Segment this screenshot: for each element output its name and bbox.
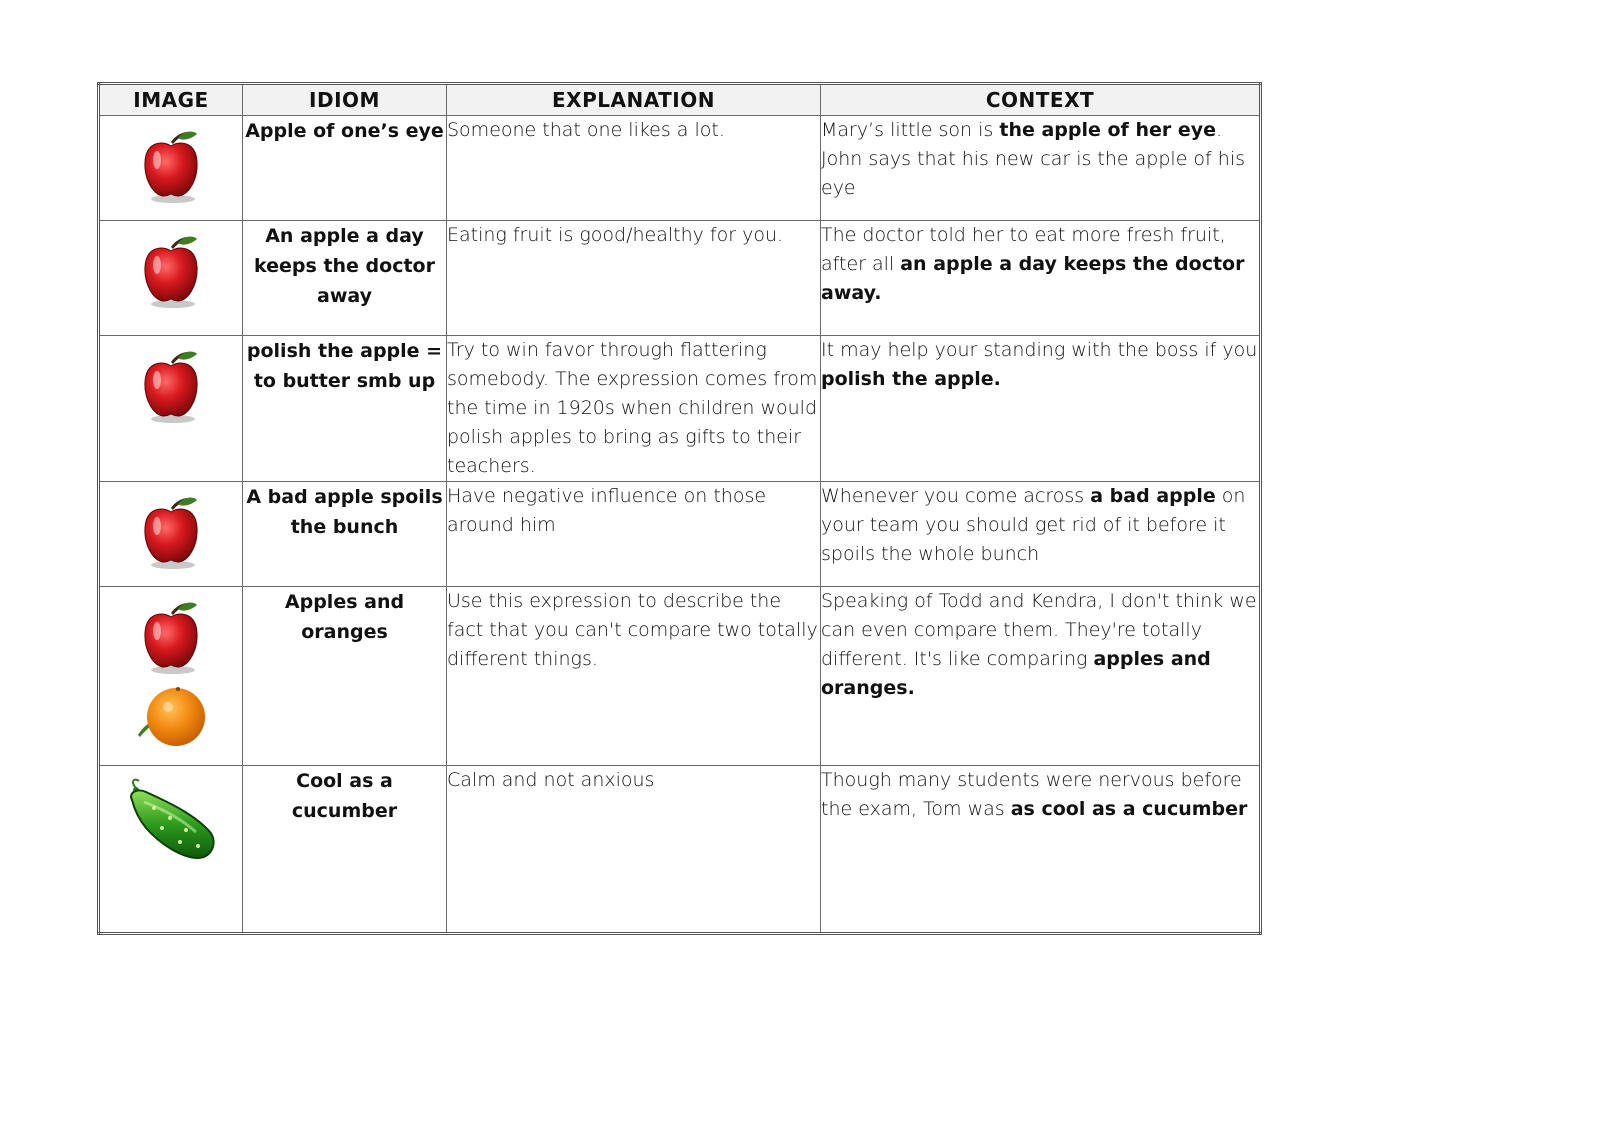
image-cell — [99, 336, 243, 482]
explanation-cell: Eating fruit is good/healthy for you. — [447, 221, 821, 336]
header-image: IMAGE — [99, 84, 243, 116]
context-idiom-highlight: apples and oranges — [821, 648, 1211, 699]
context-cell — [821, 766, 1261, 934]
table-row — [99, 766, 1261, 934]
context-text: on your team you should get rid of it before it spoils the whole bunch — [821, 485, 1246, 565]
image-wrap — [100, 336, 242, 424]
idiom-cell: A bad apple spoils the bunch — [243, 482, 447, 587]
image-wrap — [100, 587, 242, 749]
table-row — [99, 587, 1261, 766]
image-wrap — [100, 116, 242, 204]
context-cell — [821, 587, 1261, 766]
cucumber-icon — [124, 778, 218, 866]
context-idiom-highlight: a bad apple — [1090, 485, 1216, 507]
header-explanation: EXPLANATION — [447, 84, 821, 116]
explanation-cell: Calm and not anxious — [447, 766, 821, 934]
image-cell — [99, 116, 243, 221]
context-text: Speaking of Todd and Kendra, I don't think we can even compare them. They're totally different. It's like comparing — [821, 590, 1257, 670]
explanation-cell: Have negative influence on those around him — [447, 482, 821, 587]
apple-icon — [142, 128, 200, 204]
idiom-cell: Apples and oranges — [243, 587, 447, 766]
context-cell — [821, 336, 1261, 482]
apple-icon — [142, 348, 200, 424]
context-cell — [821, 482, 1261, 587]
apple-icon — [142, 233, 200, 309]
image-wrap — [100, 482, 242, 570]
context-text: It may help your standing with the boss if you — [821, 339, 1258, 361]
table-row — [99, 482, 1261, 587]
context-text: Mary’s little son is — [821, 119, 1000, 141]
image-wrap — [100, 221, 242, 309]
context-cell — [821, 116, 1261, 221]
image-cell — [99, 482, 243, 587]
context-text: Though many students were nervous before the exam, Tom was — [821, 769, 1242, 820]
table-row — [99, 116, 1261, 221]
context-idiom-highlight: as cool as a cucumber — [1010, 798, 1248, 820]
context-idiom-highlight: . — [907, 677, 915, 699]
header-context: CONTEXT — [821, 84, 1261, 116]
table-row — [99, 336, 1261, 482]
context-text: The doctor told her to eat more fresh fruit, after all — [821, 224, 1226, 275]
apple-icon — [142, 599, 200, 675]
header-idiom: IDIOM — [243, 84, 447, 116]
idioms-sheet — [97, 82, 1261, 935]
idiom-cell: An apple a day keeps the doctor away — [243, 221, 447, 336]
context-idiom-highlight: polish the apple — [821, 368, 994, 390]
image-cell — [99, 766, 243, 934]
idioms-table — [97, 82, 1262, 935]
orange-icon — [134, 685, 208, 749]
explanation-cell: Use this expression to describe the fact that you can't compare two totally different things. — [447, 587, 821, 766]
table-body — [99, 116, 1261, 934]
context-idiom-highlight: . — [993, 368, 1001, 390]
image-wrap — [100, 766, 242, 866]
image-cell — [99, 587, 243, 766]
header-row — [99, 84, 1261, 116]
table-row — [99, 221, 1261, 336]
context-text: . John says that his new car is the apple of his eye — [821, 119, 1245, 199]
context-idiom-highlight: an apple a day keeps the doctor away — [821, 253, 1245, 304]
context-idiom-highlight: the apple of her eye — [999, 119, 1216, 141]
image-cell — [99, 221, 243, 336]
idiom-cell: Apple of one’s eye — [243, 116, 447, 221]
explanation-cell: Someone that one likes a lot. — [447, 116, 821, 221]
explanation-cell: Try to win favor through flattering somebody. The expression comes from the time in 1920s when children would polish apples to bring as gifts to their teachers. — [447, 336, 821, 482]
context-cell — [821, 221, 1261, 336]
idiom-cell: Cool as a cucumber — [243, 766, 447, 934]
context-idiom-highlight: . — [874, 282, 882, 304]
apple-icon — [142, 494, 200, 570]
context-text: Whenever you come across — [821, 485, 1091, 507]
idiom-cell: polish the apple = to butter smb up — [243, 336, 447, 482]
